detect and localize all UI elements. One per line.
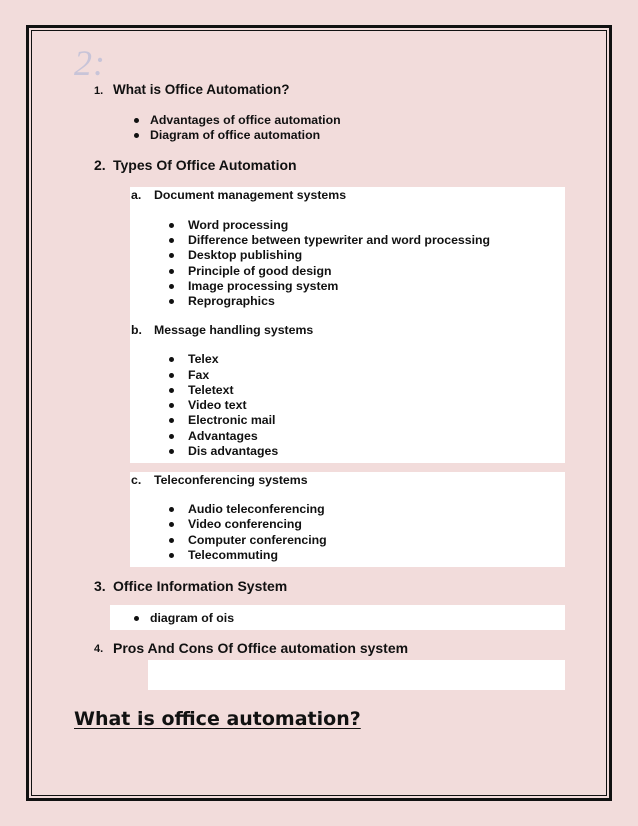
list-item-label: Video conferencing [188,517,302,531]
bullet-icon [134,616,139,621]
list-item-label: Advantages [188,429,258,443]
section-number: 4. [94,643,104,655]
bullet-icon [169,507,174,512]
bullet-icon [169,403,174,408]
list-item-label: Dis advantages [188,444,279,458]
bullet-icon [169,553,174,558]
section-number: 1. [94,85,104,97]
bullet-icon [169,299,174,304]
bullet-icon [169,449,174,454]
list-item-label: Reprographics [188,294,275,308]
list-item-label: Word processing [188,218,289,232]
section-heading: What is office automation? [74,708,361,730]
bullet-icon [169,357,174,362]
bullet-icon [169,238,174,243]
bullet-icon [169,269,174,274]
list-item-label: Image processing system [188,279,339,293]
bullet-icon [169,388,174,393]
bullet-icon [134,118,139,123]
list-item-label: Telex [188,352,219,366]
subsection-letter: a. [131,188,142,202]
list-item-label: Computer conferencing [188,533,327,547]
bullet-icon [169,418,174,423]
chapter-number: 2: [74,43,106,83]
section-number: 3. [94,578,106,594]
bullet-icon [134,133,139,138]
content-band [148,660,565,690]
list-item-label: Diagram of office automation [150,128,321,142]
subsection-letter: c. [131,473,142,487]
bullet-icon [169,373,174,378]
list-item-label: Teletext [188,383,234,397]
list-item-label: Fax [188,368,210,382]
list-item-label: Desktop publishing [188,248,303,262]
bullet-icon [169,284,174,289]
bullet-icon [169,223,174,228]
subsection-title: Document management systems [154,188,347,202]
list-item-label: Electronic mail [188,413,276,427]
list-item-label: Advantages of office automation [150,113,341,127]
list-item-label: Video text [188,398,247,412]
bullet-icon [169,434,174,439]
bullet-icon [169,522,174,527]
section-title: Office Information System [113,578,288,594]
subsection-title: Message handling systems [154,323,314,337]
bullet-icon [169,538,174,543]
list-item-label: Audio teleconferencing [188,502,325,516]
section-number: 2. [94,157,106,173]
section-title: Types Of Office Automation [113,157,297,173]
list-item-label: Difference between typewriter and word processing [188,233,491,247]
section-title: Pros And Cons Of Office automation system [113,640,409,656]
list-item-label: diagram of ois [150,611,235,625]
subsection-letter: b. [131,323,142,337]
list-item-label: Principle of good design [188,264,332,278]
section-title: What is Office Automation? [113,82,290,97]
list-item-label: Telecommuting [188,548,278,562]
bullet-icon [169,253,174,258]
subsection-title: Teleconferencing systems [154,473,308,487]
